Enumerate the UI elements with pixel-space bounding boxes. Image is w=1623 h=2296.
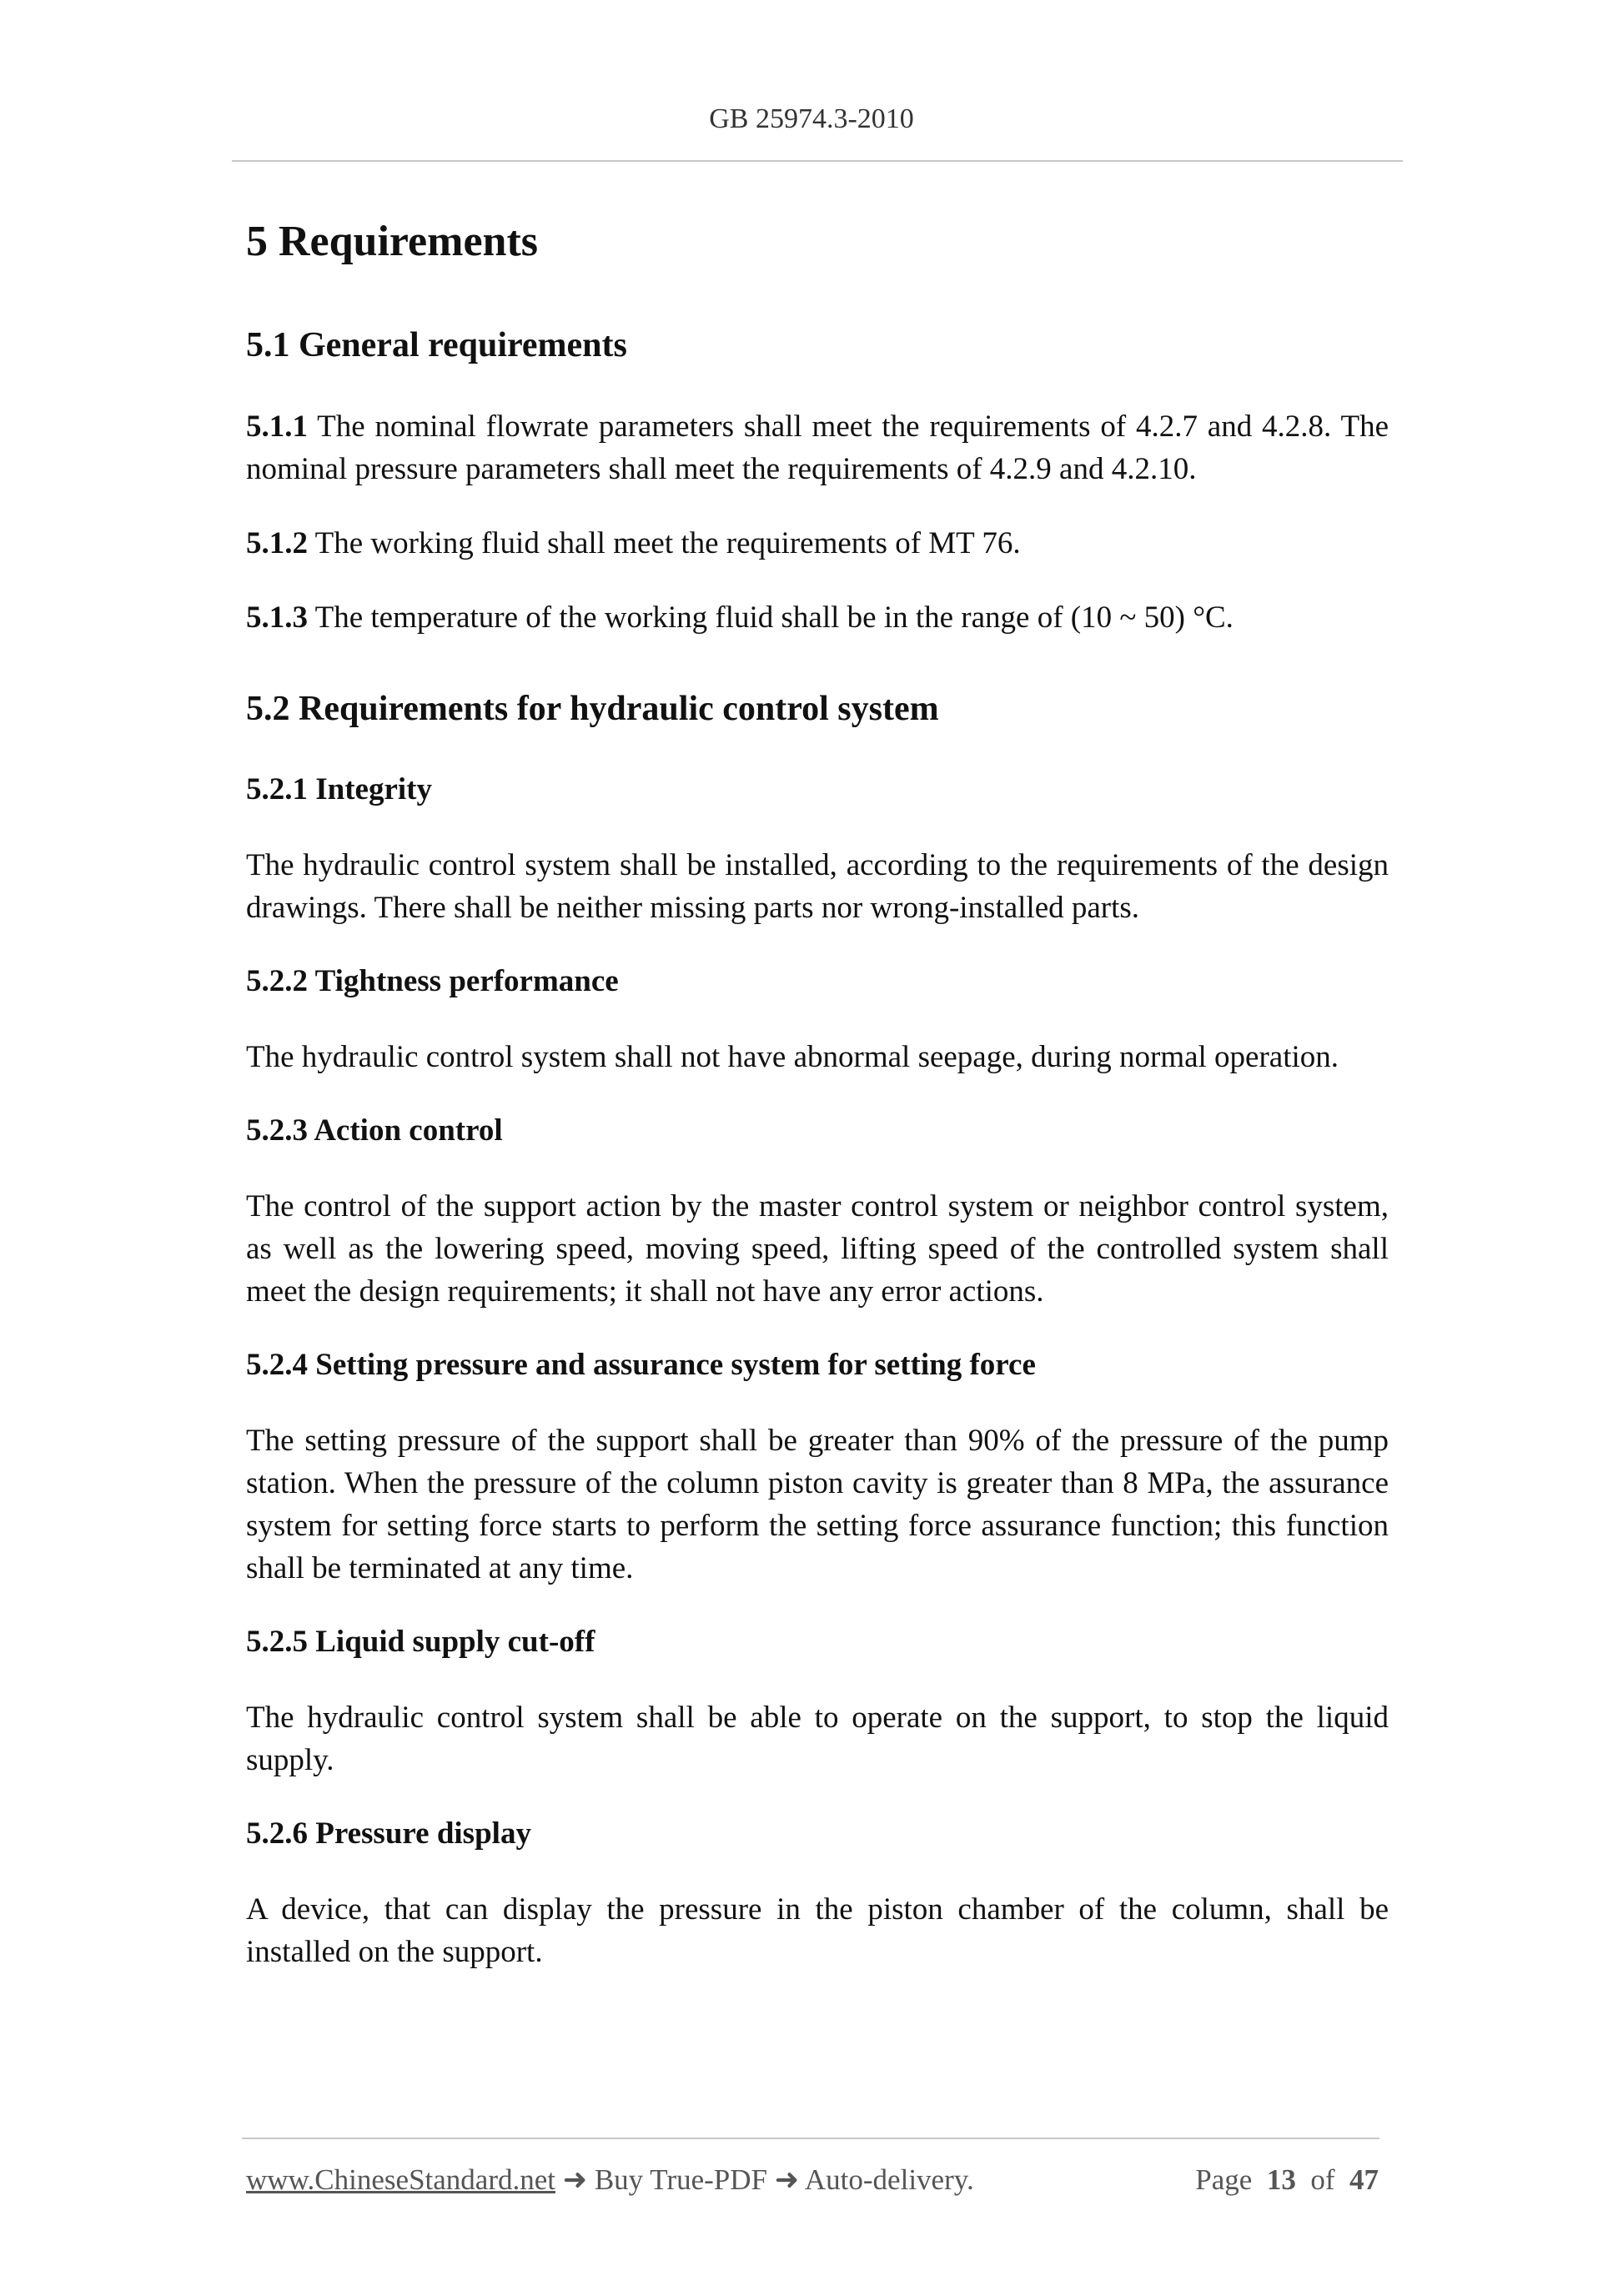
clause-5-1-3 <box>246 596 1389 639</box>
page-counter <box>1195 2163 1379 2197</box>
clause-5-2-6-title: 5.2.6 Pressure display <box>246 1816 531 1851</box>
total-pages: 47 <box>1349 2163 1379 2196</box>
subsection-5-1-title: 5.1 General requirements <box>246 326 627 364</box>
clause-text: The temperature of the working fluid shall be in the range of (10 ~ 50) °C. <box>314 600 1234 635</box>
of-label: of <box>1310 2163 1335 2196</box>
clause-number: 5.1.3 <box>246 600 308 635</box>
clause-5-2-1-title: 5.2.1 Integrity <box>246 772 432 806</box>
clause-5-2-6-text: A device, that can display the pressure in the piston chamber of the column, shall be installed on the support. <box>246 1892 1389 1969</box>
page-label: Page <box>1195 2163 1253 2196</box>
arrow-right-icon: ➜ <box>774 2163 800 2196</box>
clause-5-2-5-text: The hydraulic control system shall be able to operate on the support, to stop the liquid supply. <box>246 1701 1389 1777</box>
page-content <box>246 208 1389 1973</box>
clause-5-1-1 <box>246 405 1389 490</box>
clause-5-2-3-text: The control of the support action by the master control system or neighbor control system, as well as the lowering speed, moving speed, lifting speed of the controlled system shall meet the design requirements; it shall not have any error actions. <box>246 1189 1389 1309</box>
clause-text: The nominal flowrate parameters shall meet the requirements of 4.2.7 and 4.2.8. The nominal pressure parameters shall meet the requirements of 4.2.9 and 4.2.10. <box>246 409 1389 486</box>
arrow-right-icon: ➜ <box>562 2163 588 2196</box>
clause-5-1-2 <box>246 522 1389 565</box>
footer-promo <box>246 2163 974 2197</box>
buy-pdf-text: Buy True-PDF <box>594 2163 767 2196</box>
section-title: 5 Requirements <box>246 218 539 265</box>
clause-5-2-4-text: The setting pressure of the support shall be greater than 90% of the pressure of the pump station. When the pressure of the column piston cavity is greater than 8 MPa, the assurance system for setting force starts to perform the setting force assurance function; this function shall be terminated at any time. <box>246 1424 1389 1585</box>
clause-5-2-2-text: The hydraulic control system shall not have abnormal seepage, during normal operation. <box>246 1040 1339 1074</box>
document-header: GB 25974.3-2010 <box>709 103 914 134</box>
header-divider <box>232 160 1403 162</box>
clause-number: 5.1.2 <box>246 526 308 560</box>
page-number: 13 <box>1266 2163 1296 2196</box>
page-footer <box>246 2163 1379 2205</box>
website-link[interactable]: www.ChineseStandard.net <box>246 2163 555 2196</box>
clause-number: 5.1.1 <box>246 409 308 444</box>
footer-divider <box>242 2138 1379 2139</box>
clause-5-2-2-title: 5.2.2 Tightness performance <box>246 964 619 998</box>
auto-delivery-text: Auto-delivery. <box>804 2163 974 2196</box>
subsection-5-2-title: 5.2 Requirements for hydraulic control system <box>246 690 939 728</box>
clause-5-2-5-title: 5.2.5 Liquid supply cut-off <box>246 1625 595 1659</box>
clause-text: The working fluid shall meet the requirements of MT 76. <box>314 526 1021 560</box>
clause-5-2-1-text: The hydraulic control system shall be installed, according to the requirements of the design drawings. There shall be neither missing parts nor wrong-installed parts. <box>246 848 1389 925</box>
clause-5-2-4-title: 5.2.4 Setting pressure and assurance system for setting force <box>246 1348 1036 1382</box>
clause-5-2-3-title: 5.2.3 Action control <box>246 1113 503 1148</box>
